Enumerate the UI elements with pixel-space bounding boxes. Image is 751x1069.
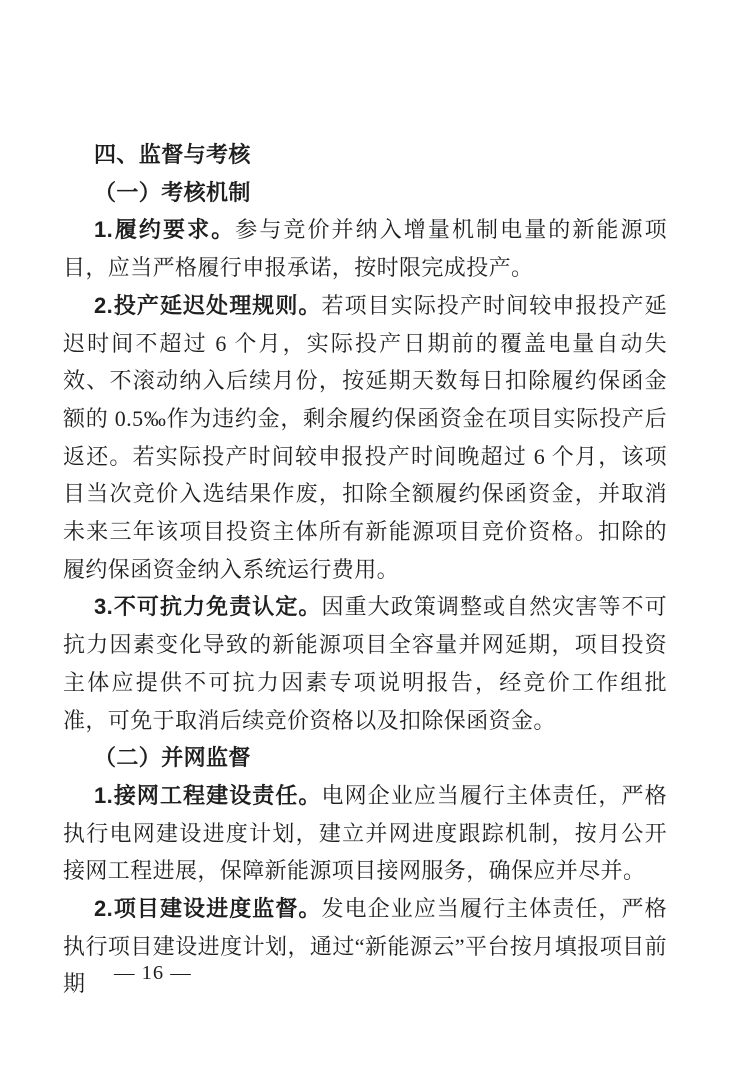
paragraph-lead-force-majeure-exemption: 3.不可抗力免责认定。: [94, 594, 322, 620]
paragraph-text-project-progress-supervision: 发电企业应当履行主体责任，严格执行项目建设进度计划，通过“新能源云”平台按月填报项目前期: [63, 896, 667, 997]
paragraph-text-performance-requirement: 参与竞价并纳入增量机制电量的新能源项目，应当严格履行申报承诺，按时限完成投产。: [63, 217, 667, 281]
paragraph-text-grid-construction-responsibility: 电网企业应当履行主体责任，严格执行电网建设进度计划，建立并网进度跟踪机制，按月公开接网工程进展，保障新能源项目接网服务，确保应并尽并。: [63, 782, 667, 884]
document-body: [63, 136, 667, 1003]
paragraph-lead-delay-handling-rules: 2.投产延迟处理规则。: [94, 292, 322, 318]
paragraph-performance-requirement: [63, 211, 667, 286]
paragraph-lead-grid-construction-responsibility: 1.接网工程建设责任。: [94, 782, 322, 808]
heading-grid-connection-supervision: （二）并网监督: [94, 745, 251, 771]
paragraph-delay-handling-rules: [63, 287, 667, 589]
paragraph-force-majeure-exemption: [63, 588, 667, 739]
paragraph-text-force-majeure-exemption: 因重大政策调整或自然灾害等不可抗力因素变化导致的新能源项目全容量并网延期，项目投资主体应提供不可抗力因素专项说明报告，经竞价工作组批准，可免于取消后续竞价资格以及扣除保函资金。: [63, 594, 667, 733]
paragraph-grid-construction-responsibility: [63, 777, 667, 890]
paragraph-lead-performance-requirement: 1.履约要求。: [94, 217, 236, 243]
paragraph-text-delay-handling-rules: 若项目实际投产时间较申报投产延迟时间不超过 6 个月，实际投产日期前的覆盖电量自动失效、不滚动纳入后续月份，按延期天数每日扣除履约保函金额的 0.5‰作为违约金，剩余履约保函资金在项目实际投产后返还。若实际投产时间较申报投产时间晚超过 6 个月，该项目当次竞价入选结果作废，扣除全额履约保函资金，并取消未来三年该项目投资主体所有新能源项目竞价资格。扣除的履约保函资金纳入系统运行费用。: [63, 292, 667, 582]
paragraph-project-progress-supervision: [63, 890, 667, 1003]
heading-assessment-mechanism: （一）考核机制: [94, 179, 251, 205]
paragraph-lead-project-progress-supervision: 2.项目建设进度监督。: [94, 896, 322, 922]
heading-supervision-and-assessment: 四、监督与考核: [94, 142, 251, 167]
page-number: — 16 —: [114, 962, 192, 984]
page-footer: [114, 962, 192, 985]
